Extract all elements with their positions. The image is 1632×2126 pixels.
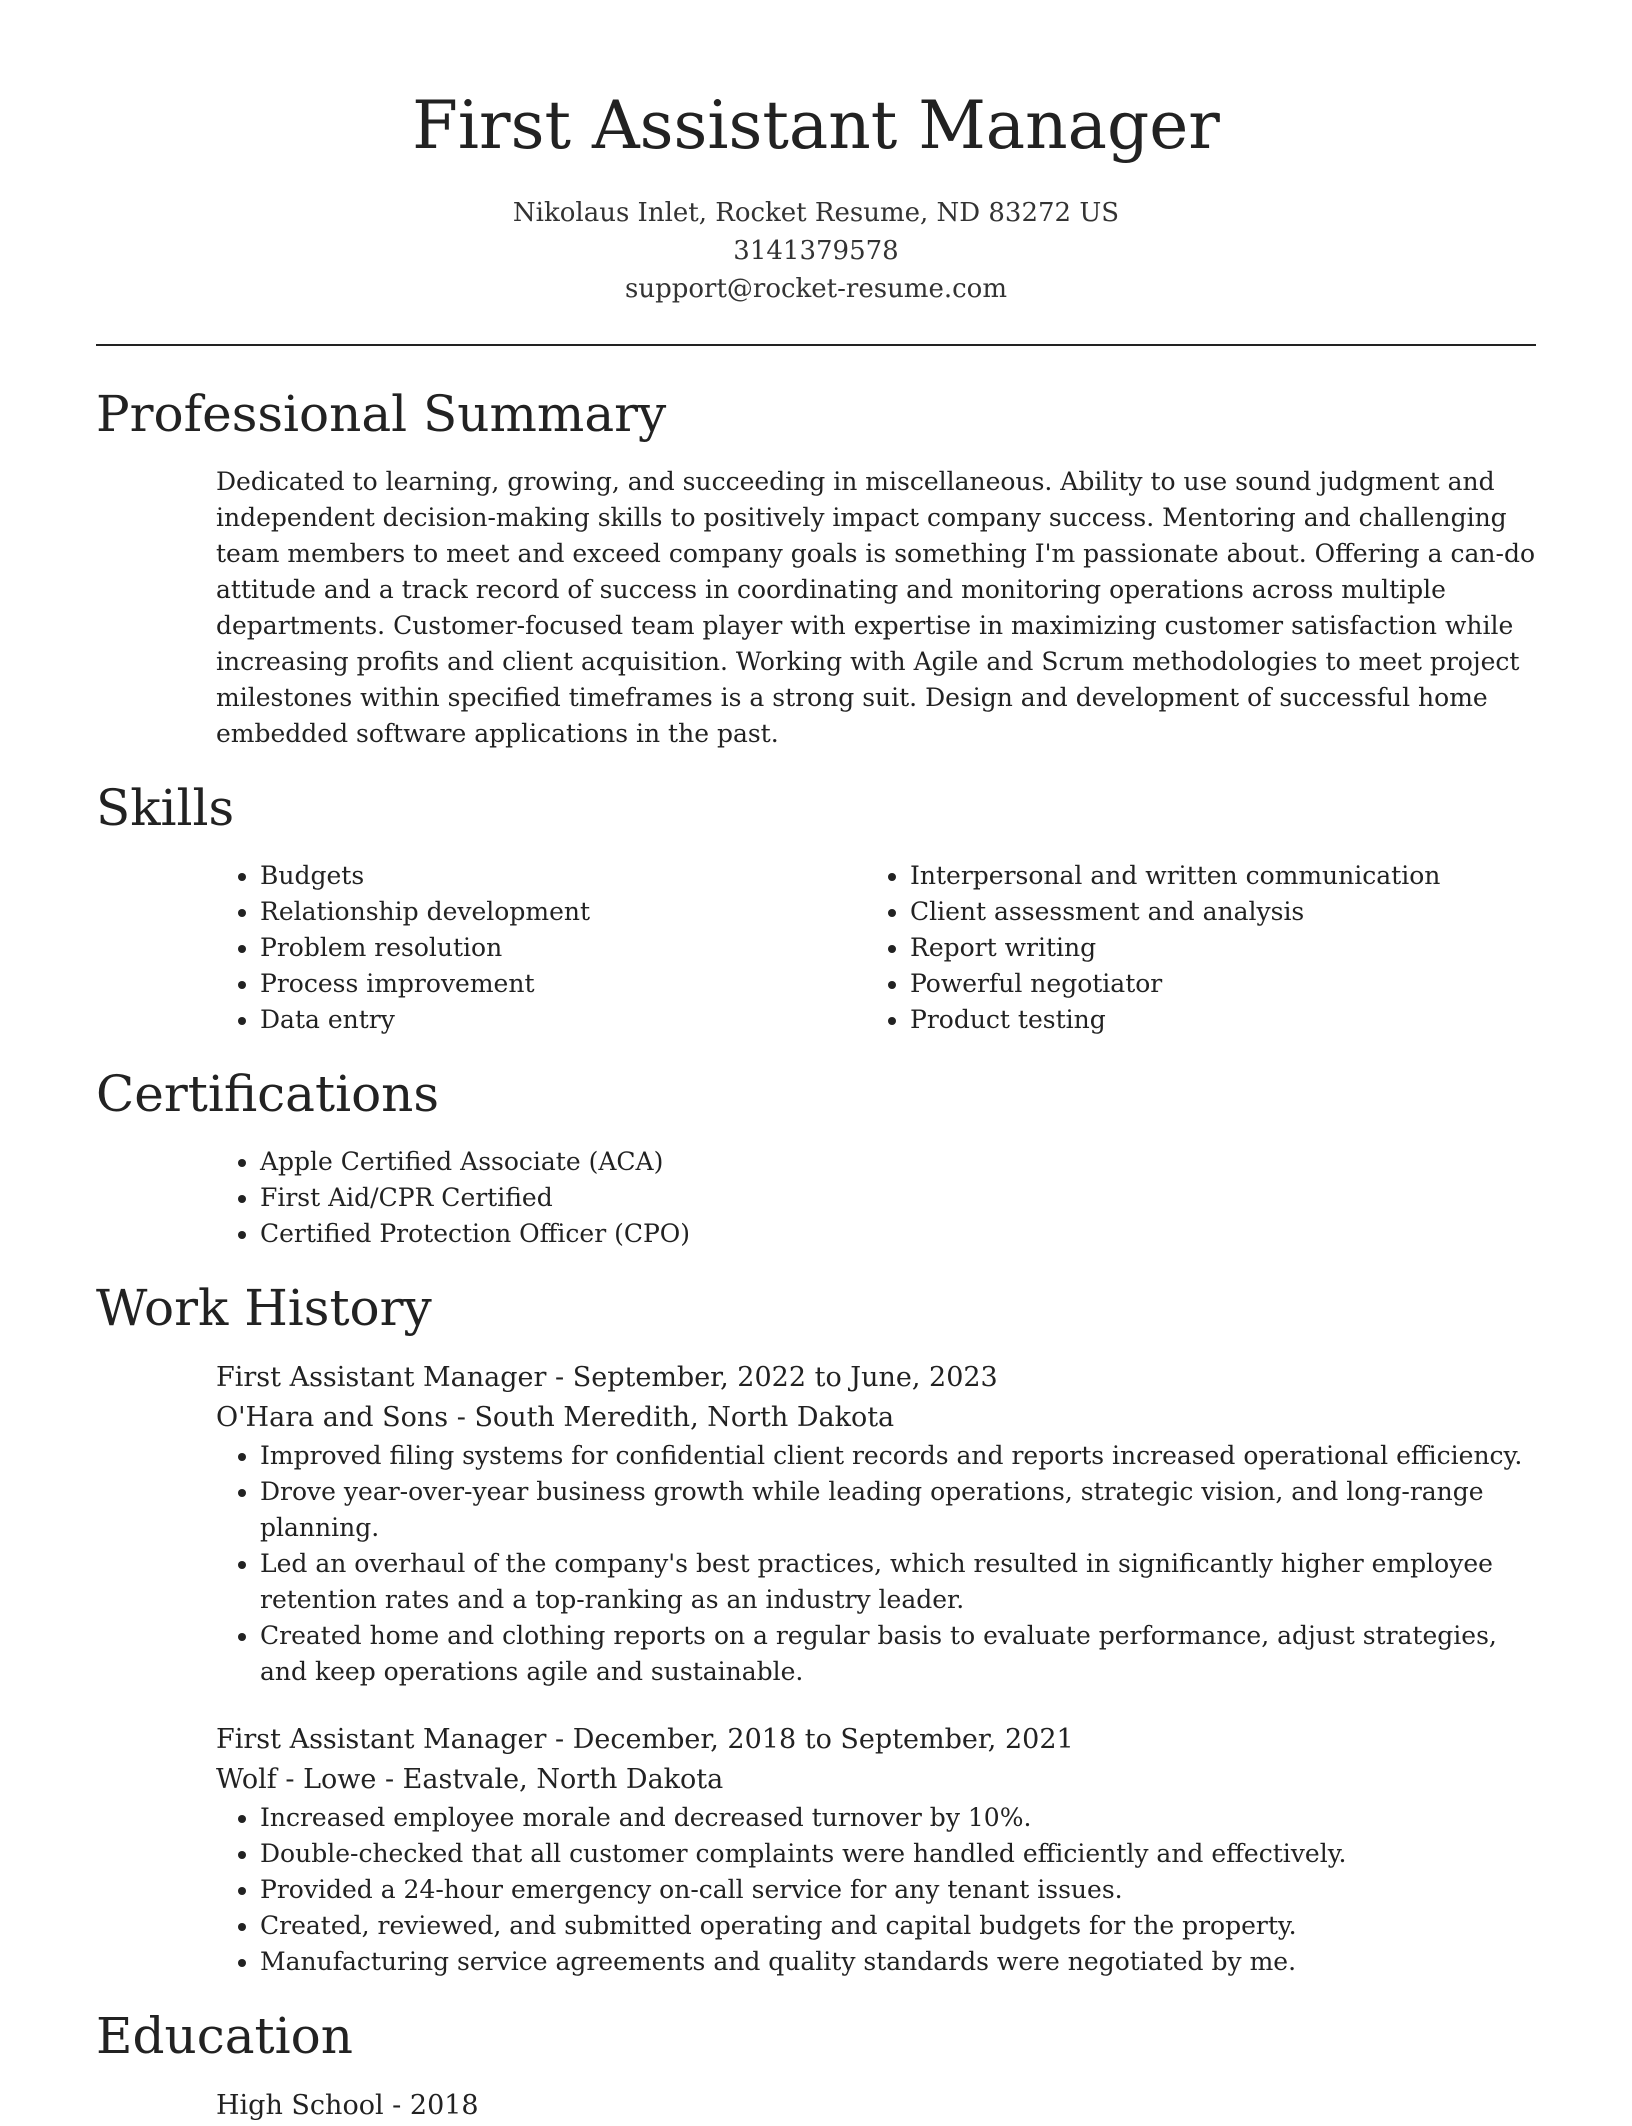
skills-list	[866, 858, 1516, 1038]
certification-item: • First Aid/CPR Certified	[260, 1180, 1536, 1216]
job-bullet: • Created, reviewed, and submitted operating and capital budgets for the property.	[260, 1908, 1536, 1944]
education-entry	[216, 2086, 1536, 2126]
job-role: First Assistant Manager	[216, 1362, 547, 1393]
section-title: Certifications	[96, 1065, 440, 1123]
job-bullet: • Double-checked that all customer complaints were handled efficiently and effectively.	[260, 1836, 1536, 1872]
professional-summary-section	[96, 384, 1536, 752]
job-bullet: • Improved filing systems for confidential client records and reports increased operational efficiency.	[260, 1438, 1536, 1474]
address: Nikolaus Inlet, Rocket Resume, ND 83272 US	[512, 198, 1120, 228]
job-company: Wolf - Lowe	[216, 1764, 377, 1795]
certifications-list	[216, 1144, 1536, 1252]
separator: -	[376, 1764, 403, 1795]
job-dates: December, 2018 to September, 2021	[572, 1724, 1074, 1755]
header-divider	[96, 344, 1536, 346]
separator: -	[448, 1402, 475, 1433]
certification-item: • Apple Certified Associate (ACA)	[260, 1144, 1536, 1180]
work-history-section	[96, 1278, 1536, 1980]
certifications-section	[96, 1064, 1536, 1252]
skill-item: • Data entry	[260, 1002, 866, 1038]
separator: -	[546, 1362, 573, 1393]
section-title: Education	[96, 2007, 353, 2065]
job-bullet: • Increased employee morale and decreased turnover by 10%.	[260, 1800, 1536, 1836]
education-year: 2018	[409, 2090, 479, 2121]
section-title: Work History	[96, 1279, 432, 1337]
job-bullets	[216, 1438, 1536, 1690]
skill-item: • Interpersonal and written communication	[910, 858, 1516, 894]
certifications-list-wrap	[216, 1144, 1536, 1252]
separator: -	[383, 2090, 410, 2121]
skills-grid	[216, 858, 1536, 1038]
email-address: support@rocket-resume.com	[624, 274, 1007, 304]
job-entry	[216, 1358, 1536, 1690]
skills-column-right	[866, 858, 1516, 1038]
job-bullet: • Drove year-over-year business growth while leading operations, strategic vision, and long-range planning.	[260, 1474, 1536, 1546]
job-title-line	[216, 1720, 1536, 1760]
job-bullet: • Created home and clothing reports on a regular basis to evaluate performance, adjust strategies, and keep operations agile and sustainable.	[260, 1618, 1536, 1690]
summary-text: Dedicated to learning, growing, and succeeding in miscellaneous. Ability to use sound judgment and independent decision-making skills to positively impact company success. Mentoring and challenging team members to meet and exceed company goals is something I'm passionate about. Offering a can-do attitude and a track record of success in coordinating and monitoring operations across multiple departments. Customer-focused team player with expertise in maximizing customer satisfaction while increasing profits and client acquisition. Working with Agile and Scrum methodologies to meet project milestones within specified timeframes is a strong suit. Design and development of successful home embedded software applications in the past.	[216, 467, 1535, 748]
job-company-line	[216, 1760, 1536, 1800]
skills-column-left	[216, 858, 866, 1038]
skill-item: • Process improvement	[260, 966, 866, 1002]
candidate-name: First Assistant Manager	[412, 87, 1220, 164]
skill-item: • Product testing	[910, 1002, 1516, 1038]
skills-section	[96, 778, 1536, 1038]
job-role: First Assistant Manager	[216, 1724, 547, 1755]
phone-number: 3141379578	[733, 236, 899, 266]
section-title: Professional Summary	[96, 385, 667, 443]
job-bullet: • Led an overhaul of the company's best practices, which resulted in significantly higher employee retention rates and a top-ranking as an industry leader.	[260, 1546, 1536, 1618]
job-title-line	[216, 1358, 1536, 1398]
skill-item: • Client assessment and analysis	[910, 894, 1516, 930]
separator: -	[546, 1724, 573, 1755]
job-location: Eastvale, North Dakota	[402, 1764, 724, 1795]
job-location: South Meredith, North Dakota	[474, 1402, 895, 1433]
education-degree: High School	[216, 2090, 384, 2121]
section-title: Skills	[96, 779, 235, 837]
skill-item: • Report writing	[910, 930, 1516, 966]
skills-list	[216, 858, 866, 1038]
skill-item: • Powerful negotiator	[910, 966, 1516, 1002]
skill-item: • Problem resolution	[260, 930, 866, 966]
skill-item: • Relationship development	[260, 894, 866, 930]
education-section	[96, 2006, 1536, 2126]
job-bullets	[216, 1800, 1536, 1980]
job-dates: September, 2022 to June, 2023	[572, 1362, 998, 1393]
resume-header	[96, 0, 1536, 308]
job-company-line	[216, 1398, 1536, 1438]
job-bullet: • Manufacturing service agreements and quality standards were negotiated by me.	[260, 1944, 1536, 1980]
job-bullet: • Provided a 24-hour emergency on-call service for any tenant issues.	[260, 1872, 1536, 1908]
certification-item: • Certified Protection Officer (CPO)	[260, 1216, 1536, 1252]
job-company: O'Hara and Sons	[216, 1402, 449, 1433]
skill-item: • Budgets	[260, 858, 866, 894]
job-entry	[216, 1720, 1536, 1980]
